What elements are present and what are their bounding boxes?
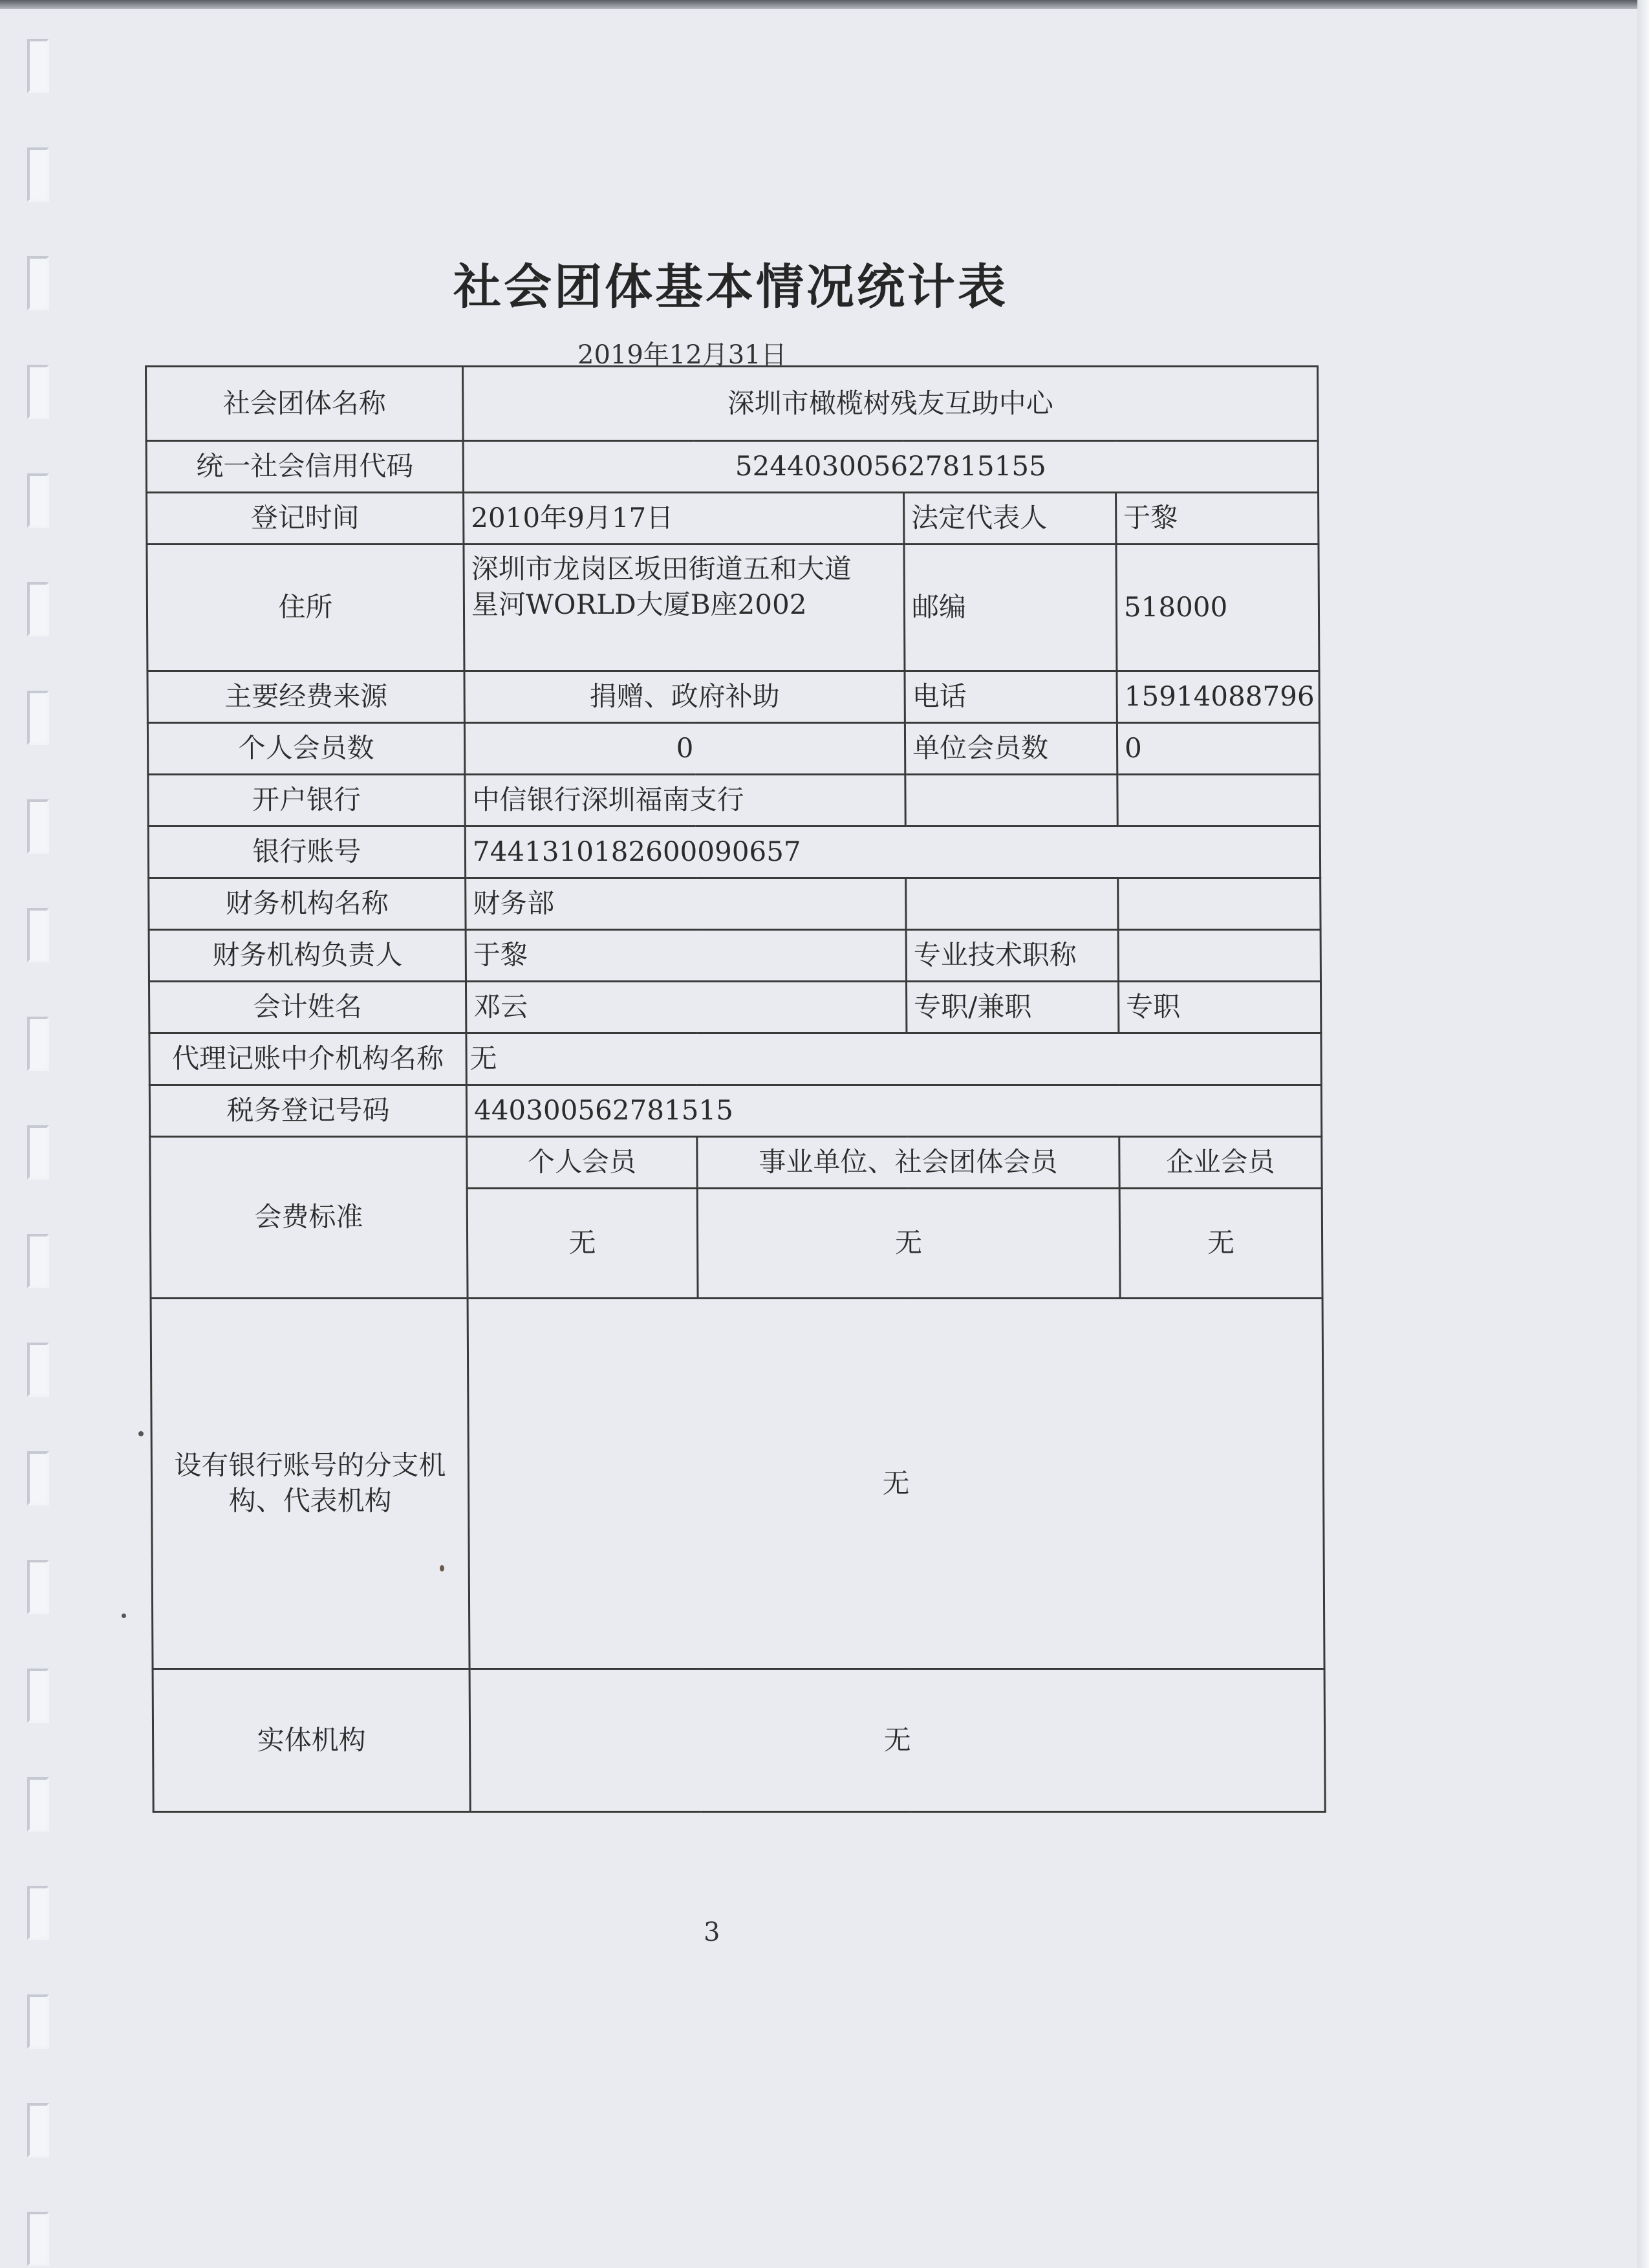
row-branches [151, 1299, 1324, 1669]
binding-hole [27, 1343, 49, 1397]
statistics-form [145, 365, 1326, 1813]
binding-hole [27, 1886, 49, 1940]
row-tax [149, 1085, 1321, 1137]
binding-hole [27, 365, 49, 419]
account-label: 银行账号 [148, 826, 465, 878]
scan-speck [138, 1431, 144, 1436]
entity-label: 实体机构 [153, 1669, 470, 1812]
row-finance-head [149, 930, 1320, 982]
row-agency [149, 1033, 1321, 1085]
finance-dept-empty-2 [1118, 878, 1320, 930]
entity-value: 无 [469, 1669, 1325, 1812]
bank-value: 中信银行深圳福南支行 [465, 775, 905, 826]
binding-hole [27, 908, 49, 962]
phone-label: 电话 [905, 671, 1117, 723]
accountant-label: 会计姓名 [149, 982, 466, 1033]
funding-label: 主要经费来源 [147, 671, 464, 723]
tax-value: 440300562781515 [466, 1085, 1321, 1137]
binding-hole [27, 39, 49, 93]
agency-label: 代理记账中介机构名称 [149, 1033, 466, 1085]
binding-hole [27, 799, 49, 854]
row-account [148, 826, 1320, 878]
fee-val-enterprise: 无 [1119, 1189, 1322, 1299]
branches-label-line-1: 设有银行账号的分支机 [174, 1449, 446, 1482]
agency-value: 无 [466, 1033, 1321, 1085]
binding-hole [27, 691, 49, 745]
row-funding [147, 671, 1319, 723]
bank-empty-2 [1117, 775, 1320, 826]
employment-type-label: 专职/兼职 [906, 982, 1118, 1033]
employment-type-value: 专职 [1118, 982, 1320, 1033]
binding-hole [27, 1669, 49, 1723]
binding-hole [27, 1234, 49, 1288]
scan-top-edge [0, 0, 1649, 9]
legal-rep-label: 法定代表人 [904, 493, 1116, 545]
credit-code-value: 524403005627815155 [463, 441, 1318, 493]
registration-value: 2010年9月17日 [464, 493, 904, 545]
fee-val-institution: 无 [697, 1189, 1120, 1299]
registration-label: 登记时间 [147, 493, 464, 545]
binding-hole [27, 1777, 49, 1831]
report-date: 2019年12月31日 [577, 340, 787, 370]
address-line-1: 深圳市龙岗区坂田街道五和大道 [471, 553, 852, 585]
branches-label [151, 1299, 469, 1669]
individual-members-label: 个人会员数 [147, 723, 464, 775]
phone-value: 15914088796 [1117, 671, 1319, 723]
address-label: 住所 [147, 545, 464, 671]
finance-head-label: 财务机构负责人 [149, 930, 466, 982]
branches-label-line-2: 构、代表机构 [228, 1485, 392, 1517]
row-org-name [146, 367, 1319, 441]
tax-label: 税务登记号码 [149, 1085, 466, 1137]
postcode-value: 518000 [1116, 545, 1319, 671]
unit-members-value: 0 [1117, 723, 1319, 775]
finance-head-value: 于黎 [466, 930, 906, 982]
bank-empty-1 [905, 775, 1117, 826]
row-entity [153, 1669, 1325, 1812]
address-line-2: 星河WORLD大厦B座2002 [471, 588, 807, 620]
bank-label: 开户银行 [148, 775, 465, 826]
postcode-label: 邮编 [904, 545, 1117, 671]
binding-hole [27, 582, 49, 636]
row-registration [147, 493, 1319, 545]
binding-hole [27, 147, 49, 202]
funding-value: 捐赠、政府补助 [464, 671, 905, 723]
individual-members-value: 0 [464, 723, 905, 775]
account-value: 7441310182600090657 [465, 826, 1320, 878]
binding-hole [27, 2103, 49, 2157]
legal-rep-value: 于黎 [1116, 493, 1319, 545]
finance-dept-value: 财务部 [466, 878, 906, 930]
unit-members-label: 单位会员数 [905, 723, 1117, 775]
binding-hole [27, 1994, 49, 2049]
scan-right-edge [1637, 0, 1649, 2268]
technical-title-value [1118, 930, 1320, 982]
row-accountant [149, 982, 1320, 1033]
fee-val-individual: 无 [467, 1189, 698, 1299]
fee-col-enterprise: 企业会员 [1119, 1137, 1322, 1189]
binding-hole [27, 2212, 49, 2266]
technical-title-label: 专业技术职称 [906, 930, 1118, 982]
page-title: 社会团体基本情况统计表 [453, 259, 1008, 315]
fee-col-institution: 事业单位、社会团体会员 [697, 1137, 1119, 1189]
accountant-value: 邓云 [466, 982, 906, 1033]
binding-hole [27, 1451, 49, 1506]
row-credit-code [146, 441, 1318, 493]
org-name-label: 社会团体名称 [146, 367, 464, 441]
binding-hole [27, 1017, 49, 1071]
page-number: 3 [704, 1917, 720, 1947]
row-bank [148, 775, 1320, 826]
scan-speck [440, 1565, 444, 1571]
scan-speck [122, 1614, 126, 1618]
binding-hole [27, 1560, 49, 1614]
finance-dept-label: 财务机构名称 [149, 878, 466, 930]
binding-hole [27, 473, 49, 528]
branches-value: 无 [468, 1299, 1324, 1669]
binding-hole [27, 1125, 49, 1180]
row-fee-header [150, 1137, 1322, 1189]
row-address [147, 545, 1319, 671]
row-finance-dept [149, 878, 1320, 930]
credit-code-label: 统一社会信用代码 [146, 441, 463, 493]
address-value [464, 545, 905, 671]
fee-label: 会费标准 [150, 1137, 468, 1299]
row-members [147, 723, 1319, 775]
org-name-value: 深圳市橄榄树残友互助中心 [463, 367, 1319, 441]
finance-dept-empty-1 [906, 878, 1118, 930]
fee-col-individual: 个人会员 [467, 1137, 697, 1189]
